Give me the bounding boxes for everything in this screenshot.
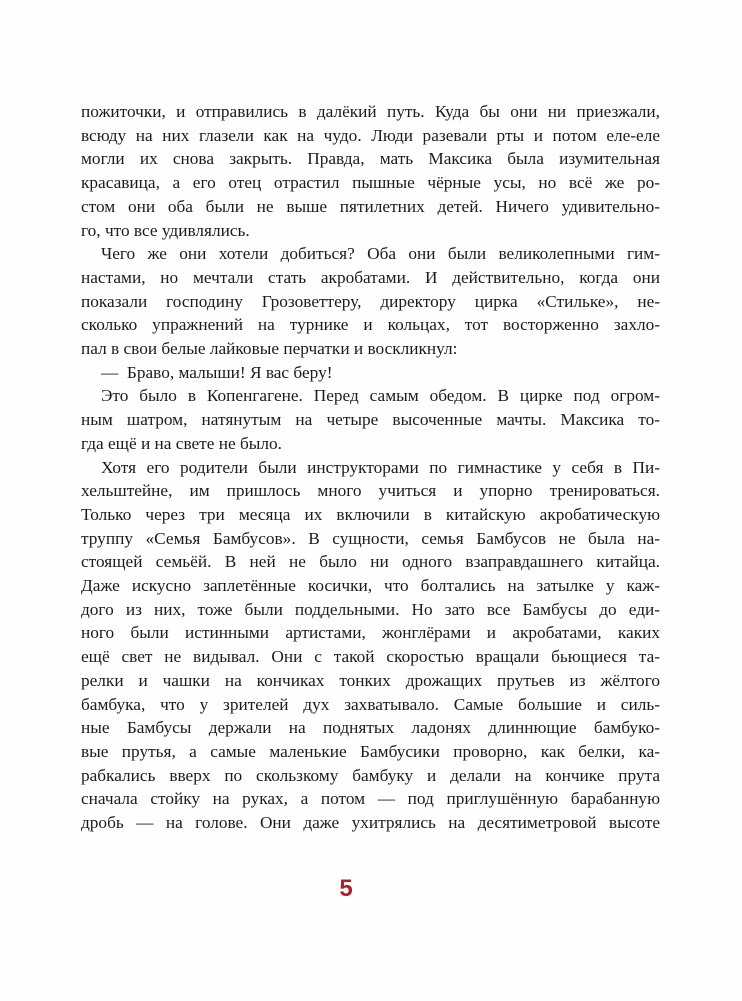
text-line: настами, но мечтали стать акробатами. И действительно, когда они bbox=[81, 267, 660, 287]
text-line: — Браво, малыши! Я вас беру! bbox=[101, 362, 333, 382]
text-line: Это было в Копенгагене. Перед самым обедом. В цирке под огром- bbox=[101, 386, 660, 406]
text-line: Даже искусно заплетённые косички, что болтались на затылке у каж- bbox=[81, 576, 660, 596]
text-line: Только через три месяца их включили в китайскую акробатическую bbox=[81, 504, 660, 524]
text-line: ещё свет не видывал. Они с такой скоростью вращали бьющиеся та- bbox=[81, 647, 660, 667]
text-line: рабкались вверх по скользкому бамбуку и делали на кончике прута bbox=[81, 765, 660, 785]
text-line: гда ещё и на свете не было. bbox=[81, 433, 282, 453]
text-line: пал в свои белые лайковые перчатки и воскликнул: bbox=[81, 339, 458, 359]
text-line: релки и чашки на кончиках тонких дрожащих прутьев из жёлтого bbox=[81, 670, 660, 690]
text-line: сначала стойку на руках, а потом — под приглушённую барабанную bbox=[81, 789, 660, 809]
text-line: го, что все удивлялись. bbox=[81, 220, 250, 240]
text-line: ным шатром, натянутым на четыре высоченные мачты. Максика то- bbox=[81, 410, 660, 430]
text-line: бамбука, что у зрителей дух захватывало. Самые большие и силь- bbox=[81, 694, 660, 714]
text-line: стом они оба были не выше пятилетних детей. Ничего удивительно- bbox=[81, 196, 660, 216]
text-line: стоящей семьёй. В ней не было ни одного взаправдашнего китайца. bbox=[81, 552, 660, 572]
text-line: хельштейне, им пришлось много учиться и упорно тренироваться. bbox=[81, 481, 660, 501]
paragraph bbox=[81, 100, 660, 242]
text-line: дого из них, тоже были поддельными. Но зато все Бамбусы до еди- bbox=[81, 599, 660, 619]
paragraph-dialogue bbox=[81, 361, 660, 385]
text-line: могли их снова закрыть. Правда, мать Максика была изумительная bbox=[81, 149, 660, 169]
text-line: Хотя его родители были инструкторами по гимнастике у себя в Пи- bbox=[101, 457, 660, 477]
text-line: сколько упражнений на турнике и кольцах, тот восторженно захло- bbox=[81, 315, 660, 335]
text-line: ные Бамбусы держали на поднятых ладонях длиннющие бамбуко- bbox=[81, 718, 660, 738]
text-line: дробь — на голове. Они даже ухитрялись на десятиметровой высоте bbox=[81, 813, 660, 833]
text-line: Чего же они хотели добиться? Оба они были великолепными гим- bbox=[101, 244, 660, 264]
page-number: 5 bbox=[339, 875, 353, 902]
text-line: всюду на них глазели как на чудо. Люди разевали рты и потом еле-еле bbox=[81, 125, 660, 145]
text-line: ного были истинными артистами, жонглёрами и акробатами, каких bbox=[81, 623, 660, 643]
text-line: труппу «Семья Бамбусов». В сущности, семья Бамбусов не была на- bbox=[81, 528, 660, 548]
text-line: красавица, а его отец отрастил пышные чёрные усы, но всё же ро- bbox=[81, 173, 660, 193]
paragraph bbox=[81, 242, 660, 361]
body-text bbox=[81, 100, 660, 835]
text-line: показали господину Грозоветтеру, директору цирка «Стильке», не- bbox=[81, 291, 660, 311]
paragraph bbox=[81, 384, 660, 455]
text-line: вые прутья, а самые маленькие Бамбусики проворно, как белки, ка- bbox=[81, 741, 660, 761]
text-line: пожиточки, и отправились в далёкий путь. Куда бы они ни приезжали, bbox=[81, 102, 660, 121]
paragraph bbox=[81, 456, 660, 835]
